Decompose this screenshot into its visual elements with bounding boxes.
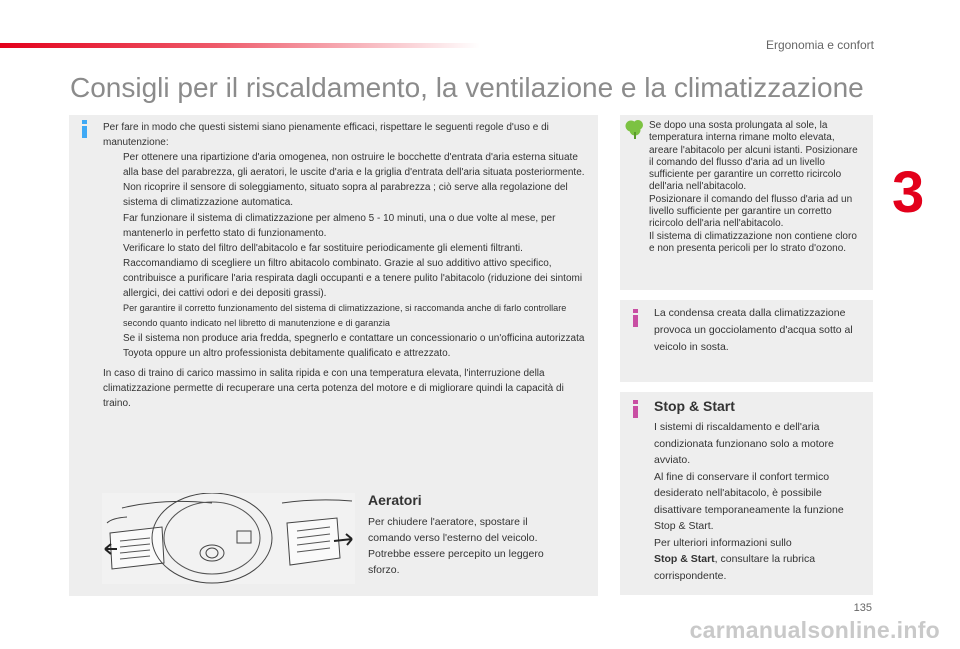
list-item: Verificare lo stato del filtro dell'abitacolo e far sostituire periodicamente gli elementi filtranti. Raccomandiamo di scegliere un filtro abitacolo combinato. Grazie al suo additivo attivo specifico, contribuisce a purificare l'aria respirata dagli occupanti e a tenere pulito l'abitacolo (riduzione dei sintomi allergici, dei cattivi odori e dei depositi grassi).: [123, 242, 583, 300]
list-item: Se il sistema non produce aria fredda, spegnerlo e contattare un concessionario o un'officina autorizzata Toyota oppure un altro professionista debitamente qualificato e attrezzato.: [123, 333, 585, 360]
page-title: Consigli per il riscaldamento, la ventilazione e la climatizzazione: [70, 72, 864, 103]
stop-start-title: Stop & Start: [654, 398, 735, 414]
maintenance-bullet-list: [103, 150, 593, 361]
stop-start-paragraph-2: Al fine di conservare il confort termico desiderato nell'abitacolo, è possibile disattivare temporaneamente la funzione Stop & Start.: [654, 470, 844, 532]
stop-start-paragraph-1: I sistemi di riscaldamento e dell'aria condizionata funzionano solo a motore avviato.: [654, 421, 834, 466]
info-icon: [81, 120, 89, 138]
page-number: 135: [853, 602, 872, 614]
vents-title: Aeratori: [368, 492, 422, 508]
condensation-text: La condensa creata dalla climatizzazione provoca un gocciolamento d'acqua sotto al veicolo in sosta.: [654, 307, 853, 353]
vents-text: Per chiudere l'aeratore, spostare il comando verso l'esterno del veicolo. Potrebbe essere percepito un leggero sforzo.: [368, 516, 544, 576]
stop-start-paragraph-3: Per ulteriori informazioni sullo Stop & Start, consultare la rubrica corrispondente.: [654, 536, 816, 582]
stop-start-link: Stop & Start: [654, 553, 715, 565]
header-accent-bar: [0, 43, 480, 48]
info-icon: [632, 309, 640, 327]
eco-tip-text: Se dopo una sosta prolungata al sole, la temperatura interna rimane molto elevata, areare l'abitacolo per alcuni istanti. Posizionare il comando del flusso d'aria ad un livello sufficiente per garantire un corretto ricircolo dell'aria nell'abitacolo. Posizionare il comando del flusso d'aria ad un livello sufficiente per garantire un corretto ricircolo dell'aria nell'abitacolo. Il sistema di climatizzazione non contiene cloro e non presenta pericoli per lo strato d'ozono.: [649, 120, 858, 254]
section-title: Ergonomia e confort: [765, 38, 874, 52]
info-icon: [632, 400, 640, 418]
dashboard-vents-drawing: [102, 493, 355, 584]
stop-start-text: [654, 419, 866, 584]
list-item: Non ricoprire il sensore di soleggiamento, situato sopra al parabrezza ; ciò serve alla regolazione del sistema di climatizzazione automatica.: [123, 182, 568, 209]
list-item: Per ottenere una ripartizione d'aria omogenea, non ostruire le bocchette d'entrata d'aria esterna situate alla base del parabrezza, gli aeratori, le uscite d'aria e la griglia d'entrata dell'aria situata posteriormente.: [123, 152, 585, 179]
chapter-number: 3: [892, 160, 925, 225]
watermark: carmanualsonline.info: [689, 617, 940, 643]
dashboard-vents-illustration: [102, 493, 355, 584]
filter-recommendation: Raccomandiamo di scegliere un filtro abitacolo combinato. Grazie al suo additivo attivo specifico, contribuisce a purificare l'aria respirata dagli occupanti e a tenere pulito l'abitacolo (riduzione dei sintomi allergici, dei cattivi odori e dei depositi grassi).: [123, 257, 583, 300]
maintenance-tips-text: [103, 120, 593, 411]
leaf-icon: [624, 119, 646, 139]
list-item: Per garantire il corretto funzionamento del sistema di climatizzazione, si raccomanda anche di farlo controllare secondo quanto indicato nel libretto di manutenzione e di garanzia: [123, 303, 567, 329]
list-item: Far funzionare il sistema di climatizzazione per almeno 5 - 10 minuti, una o due volte al mese, per mantenerlo in perfetto stato di funzionamento.: [123, 212, 556, 239]
maintenance-intro: Per fare in modo che questi sistemi siano pienamente efficaci, rispettare le seguenti regole d'uso e di manutenzione:: [103, 122, 549, 149]
towing-note: In caso di traino di carico massimo in salita ripida e con una temperatura elevata, l'interruzione della climatizzazione permette di recuperare una certa potenza del motore e di migliorare quindi la capacità di traino.: [103, 367, 564, 409]
